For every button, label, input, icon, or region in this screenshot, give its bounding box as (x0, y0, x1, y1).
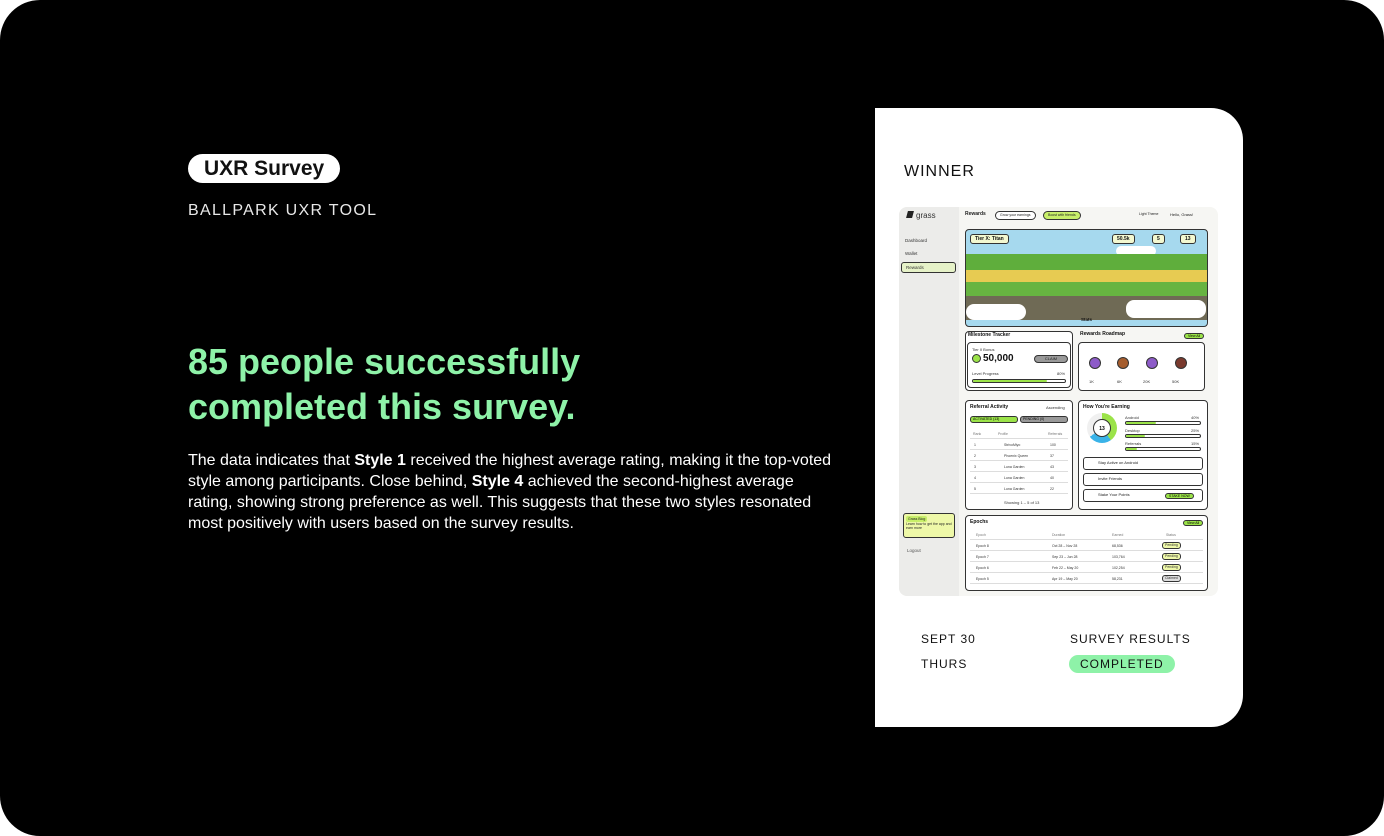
milestone-inner: Tier II Bonus 50,000 CLAIM Level Progress 80% (967, 342, 1071, 388)
style-1-highlight: Style 1 (354, 452, 406, 469)
android-bar (1125, 421, 1201, 425)
milestone-panel: Milestone Tracker (965, 331, 1073, 391)
table-row: Epoch 7 Sep 23 – Jun 28 103,764 Pending (970, 552, 1203, 562)
table-row: 2 Phoenix Queen 37 (970, 451, 1068, 461)
roadmap-panel: Rewards Roadmap View All (1078, 331, 1208, 395)
friends-badge: 13 (1180, 234, 1196, 244)
toggle-boost[interactable]: Boost with friends (1043, 211, 1081, 220)
stats-tab[interactable]: Stats (1080, 317, 1092, 322)
table-row: 4 Luna Garden 40 (970, 473, 1068, 483)
desktop-bar (1125, 434, 1201, 438)
tier-badge: Tier X: Titan (970, 234, 1009, 244)
points-badge: 50.5k (1112, 234, 1135, 244)
stake-now-button[interactable]: STAKE NOW (1165, 493, 1194, 499)
survey-date: SEPT 30 (921, 632, 976, 646)
roadmap-inner: 1K 6K 20K 50K (1078, 342, 1205, 391)
winner-title: WINNER (904, 163, 975, 180)
toggle-grow[interactable]: Grow your earnings (995, 211, 1036, 220)
level-progress-bar (972, 379, 1066, 383)
roadmap-view-all[interactable]: View All (1184, 333, 1204, 339)
task-stake[interactable]: Stake Your Points (1083, 489, 1203, 502)
table-row: Epoch 5 Apr 19 – May 20 58,231 Claimed (970, 574, 1203, 584)
epochs-panel: Epochs View All Epoch Duration Earned Status Epoch 8 Oct 28 – Nov 28 68,536 Pending Epoch 7 Sep 23 – Jun 28 103,764 Pending Epoch 6 Feb 22 – May 20 102,254 Pending Epoch 5 Apr 19 – May 20 58,231 Claimed (965, 515, 1208, 591)
headline: 85 people successfully completed this survey. (188, 341, 581, 427)
style-4-highlight: Style 4 (471, 473, 524, 490)
survey-tag: UXR Survey (188, 154, 340, 183)
pagination: Showing 1 – 5 of 13 (1004, 500, 1040, 505)
app-sidebar (899, 207, 959, 596)
table-row: 5 Luna Garden 22 (970, 484, 1068, 494)
winning-design-screenshot (899, 207, 1218, 596)
gems-badge: 5 (1152, 234, 1165, 244)
light-theme-toggle[interactable]: Light Theme (1139, 212, 1159, 216)
blog-promo[interactable]: Grass Blog Learn how to get the app and earn more (903, 513, 955, 538)
epochs-view-all[interactable]: View All (1183, 520, 1203, 526)
nav-wallet[interactable]: Wallet (905, 251, 918, 256)
bonus-amount: 50,000 (983, 353, 1014, 364)
tab-pending[interactable]: PENDING (0) (1020, 416, 1068, 423)
tab-activated[interactable]: ACTIVATED (13) (970, 416, 1018, 423)
logout-link[interactable]: Logout (907, 548, 921, 553)
claim-button[interactable]: CLAIM (1034, 355, 1068, 363)
winner-card (875, 108, 1243, 727)
task-android[interactable]: Stay Active on Android (1083, 457, 1203, 470)
referrals-bar (1125, 447, 1201, 451)
results-label: SURVEY RESULTS (1070, 632, 1191, 646)
summary-paragraph: The data indicates that Style 1 received the highest average rating, making it the top-voted style among participants. Close behind, Style 4 achieved the second-highest average rating, showing strong preference as well. This suggests that these two styles resonated most positively with users based on the survey results. (188, 452, 832, 532)
tool-label: BALLPARK UXR TOOL (188, 202, 378, 219)
status-badge: COMPLETED (1069, 655, 1175, 673)
referral-panel: Referral Activity Ascending ACTIVATED (13) PENDING (0) Rank Profile Referrals 1 StrivoMiyo 100 2 Phoenix Queen 37 3 Luna Garden 43 4 Luna Garden 40 5 Luna Garden 22 Showing 1 – 5 of 13 (965, 400, 1073, 510)
greeting: Hello, Grass! (1170, 212, 1194, 217)
survey-day: THURS (921, 657, 968, 671)
table-row: Epoch 6 Feb 22 – May 20 102,254 Pending (970, 563, 1203, 573)
epochs-header: Epoch Duration Earned Status (970, 530, 1203, 540)
grass-logo: grass (907, 211, 936, 220)
game-banner (965, 229, 1208, 327)
nav-dashboard[interactable]: Dashboard (905, 238, 928, 243)
referral-header: Rank Profile Referrals (970, 429, 1068, 439)
earning-donut: 13 (1087, 413, 1117, 443)
task-invite[interactable]: Invite Friends (1083, 473, 1203, 486)
sort-dropdown[interactable]: Ascending (1046, 405, 1065, 410)
table-row: Epoch 8 Oct 28 – Nov 28 68,536 Pending (970, 541, 1203, 551)
table-row: 3 Luna Garden 43 (970, 462, 1068, 472)
app-topbar: Rewards Grow your earnings Boost with friends Light Theme Hello, Grass! (965, 211, 1212, 221)
table-row: 1 StrivoMiyo 100 (970, 440, 1068, 450)
nav-rewards[interactable]: Rewards (901, 262, 956, 273)
earning-panel: How You're Earning 13 Android 40% Desktop 25% Referrals 15% Stay Active on Android Invite Friends Stake Your Points STAKE NOW (1078, 400, 1208, 510)
